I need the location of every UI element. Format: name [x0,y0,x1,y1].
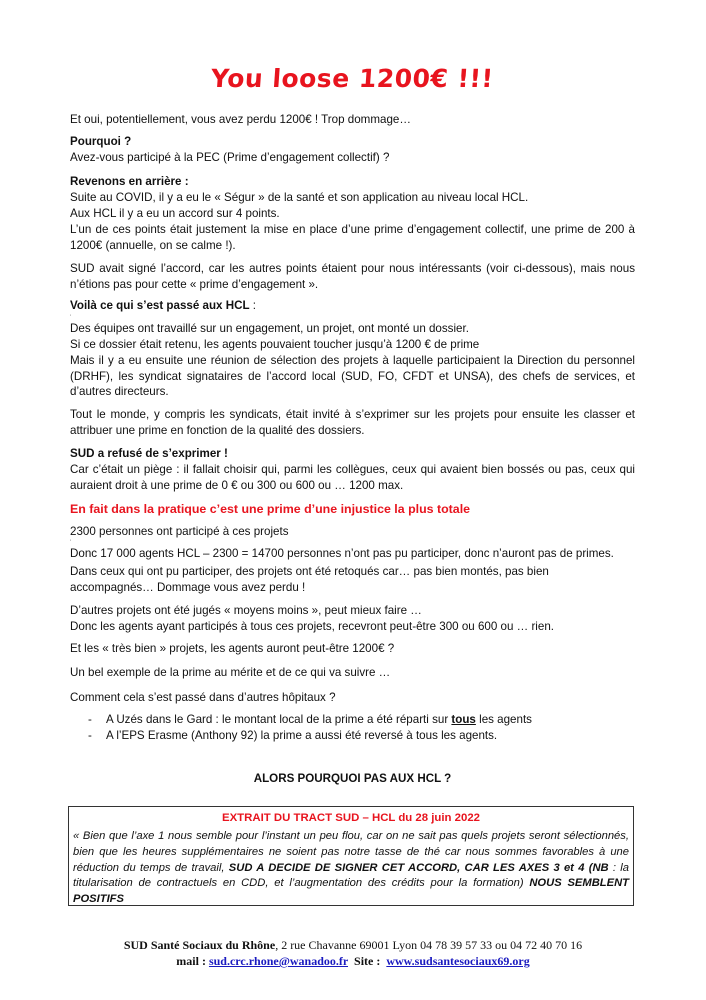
revenons-line-2: Aux HCL il y a eu un accord sur 4 points. [70,207,280,220]
voila-line-3: Mais il y a eu ensuite une réunion de sélection des projets à laquelle participaient la Direction du personnel (DRHF), les syndicat signataires de l’accord local (SUD, FO, CFDT et UNSA), des chefs de services, et d’autres directeurs. [70,354,635,399]
list-item [70,712,635,728]
extrait-title: EXTRAIT DU TRACT SUD – HCL du 28 juin 2022 [221,812,480,824]
injustice-line-2: Donc 17 000 agents HCL – 2300 = 14700 personnes n’ont pas pu participer, donc n’auront pas de primes. [70,547,614,560]
intro-text: Et oui, potentiellement, vous avez perdu 1200€ ! Trop dommage… [70,113,411,126]
injustice-heading: En fait dans la pratique c’est une prime d’une injustice la plus totale [70,502,471,516]
revenons-line-4: SUD avait signé l’accord, car les autres points étaient pour nous intéressants (voir ci-dessous), mais nous n’étions pas pour cette « prime d’engagement ». [70,262,635,291]
voila-heading-label: Voilà ce qui s’est passé aux HCL [70,299,250,312]
margin-mark: ' [70,315,72,321]
margin-mark: ' [70,540,72,546]
list-dash: - [88,729,92,742]
extrait-text: « Bien que l’axe 1 nous semble pour l’instant un peu flou, car on ne sait pas quels projets seront sélectionnés, bien que les heures supplémentaires ne soient pas notre tasse de thé car nous sommes favorables à une réduction du temps de travail, SUD A DECIDE DE SIGNER CET ACCORD, CAR LES AXES 3 et 4 (NB : la titularisation de contractuels en CDD, et l’augmentation des crédits pour la formation) NOUS SEMBLENT POSITIFS [73,830,630,906]
revenons-heading: Revenons en arrière : [70,175,189,188]
injustice-line-6: Et les « très bien » projets, les agents auront peut-être 1200€ ? [70,642,395,655]
injustice-line-3: Dans ceux qui ont pu participer, des projets ont été retoqués car… pas bien montés, pas bien accompagnés… Dommage vous avez perdu ! [70,565,549,594]
list-dash: - [88,713,92,726]
voila-line-4: Tout le monde, y compris les syndicats, était invité à s’exprimer sur les projets pour ensuite les classer et attribuer une prime en fonction de la qualité des dossiers. [70,408,635,437]
voila-heading-colon: : [249,299,257,312]
revenons-line-1: Suite au COVID, il y a eu le « Ségur » de la santé et son application au niveau local HCL. [70,191,529,204]
footer-address-text: , 2 rue Chavanne 69001 Lyon 04 78 39 57 33 ou 04 72 40 70 16 [275,938,583,952]
voila-line-2: Si ce dossier était retenu, les agents pouvaient toucher jusqu’à 1200 € de prime [70,338,480,351]
injustice-line-4: D’autres projets ont été jugés « moyens moins », peut mieux faire … [70,604,422,617]
hospital-list [70,712,635,744]
revenons-line-3: L’un de ces points était justement la mise en place d’une prime d’engagement collectif, une prime de 200 à 1200€ (annuelle, on se calme !). [70,223,635,252]
voila-heading [70,298,635,314]
voila-line-1: Des équipes ont travaillé sur un engagement, un projet, ont monté un dossier. [70,322,469,335]
pourquoi-heading: Pourquoi ? [70,135,132,148]
pourquoi-text: Avez-vous participé à la PEC (Prime d’engagement collectif) ? [70,151,390,164]
injustice-line-5: Donc les agents ayant participés à tous ces projets, recevront peut-être 300 ou 600 ou … rien. [70,620,554,633]
refuse-text: Car c’était un piège : il fallait choisir qui, parmi les collègues, ceux qui avaient bien bossés ou pas, ceux qui auraient droit à une prime de 0 € ou 300 ou 600 ou … 1200 max. [70,463,635,492]
footer-address [0,938,706,953]
list-item [70,728,635,744]
injustice-line-1: 2300 personnes ont participé à ces projets [70,525,289,538]
injustice-line-7: Un bel exemple de la prime au mérite et de ce qui va suivre … [70,666,391,679]
document-title: You loose 1200€ !!! [210,64,495,93]
footer-mail-label: mail : [176,954,209,968]
footer-contact [0,954,706,969]
list-item-text: A l’EPS Erasme (Anthony 92) la prime a aussi été reversé à tous les agents. [106,729,498,742]
email-link[interactable]: sud.crc.rhone@wanadoo.fr [208,954,349,968]
autres-question: Comment cela s’est passé dans d’autres hôpitaux ? [70,691,336,704]
website-link[interactable]: www.sudsantesociaux69.org [386,954,530,968]
extrait-box [68,806,634,906]
conclusion-heading: ALORS POURQUOI PAS AUX HCL ? [253,771,452,785]
list-item-text: A Uzés dans le Gard : le montant local de la prime a été réparti sur tous les agents [106,713,532,726]
refuse-heading: SUD a refusé de s’exprimer ! [70,447,228,460]
footer-site-label: Site : [348,954,387,968]
footer-org: SUD Santé Sociaux du Rhône [123,938,276,952]
